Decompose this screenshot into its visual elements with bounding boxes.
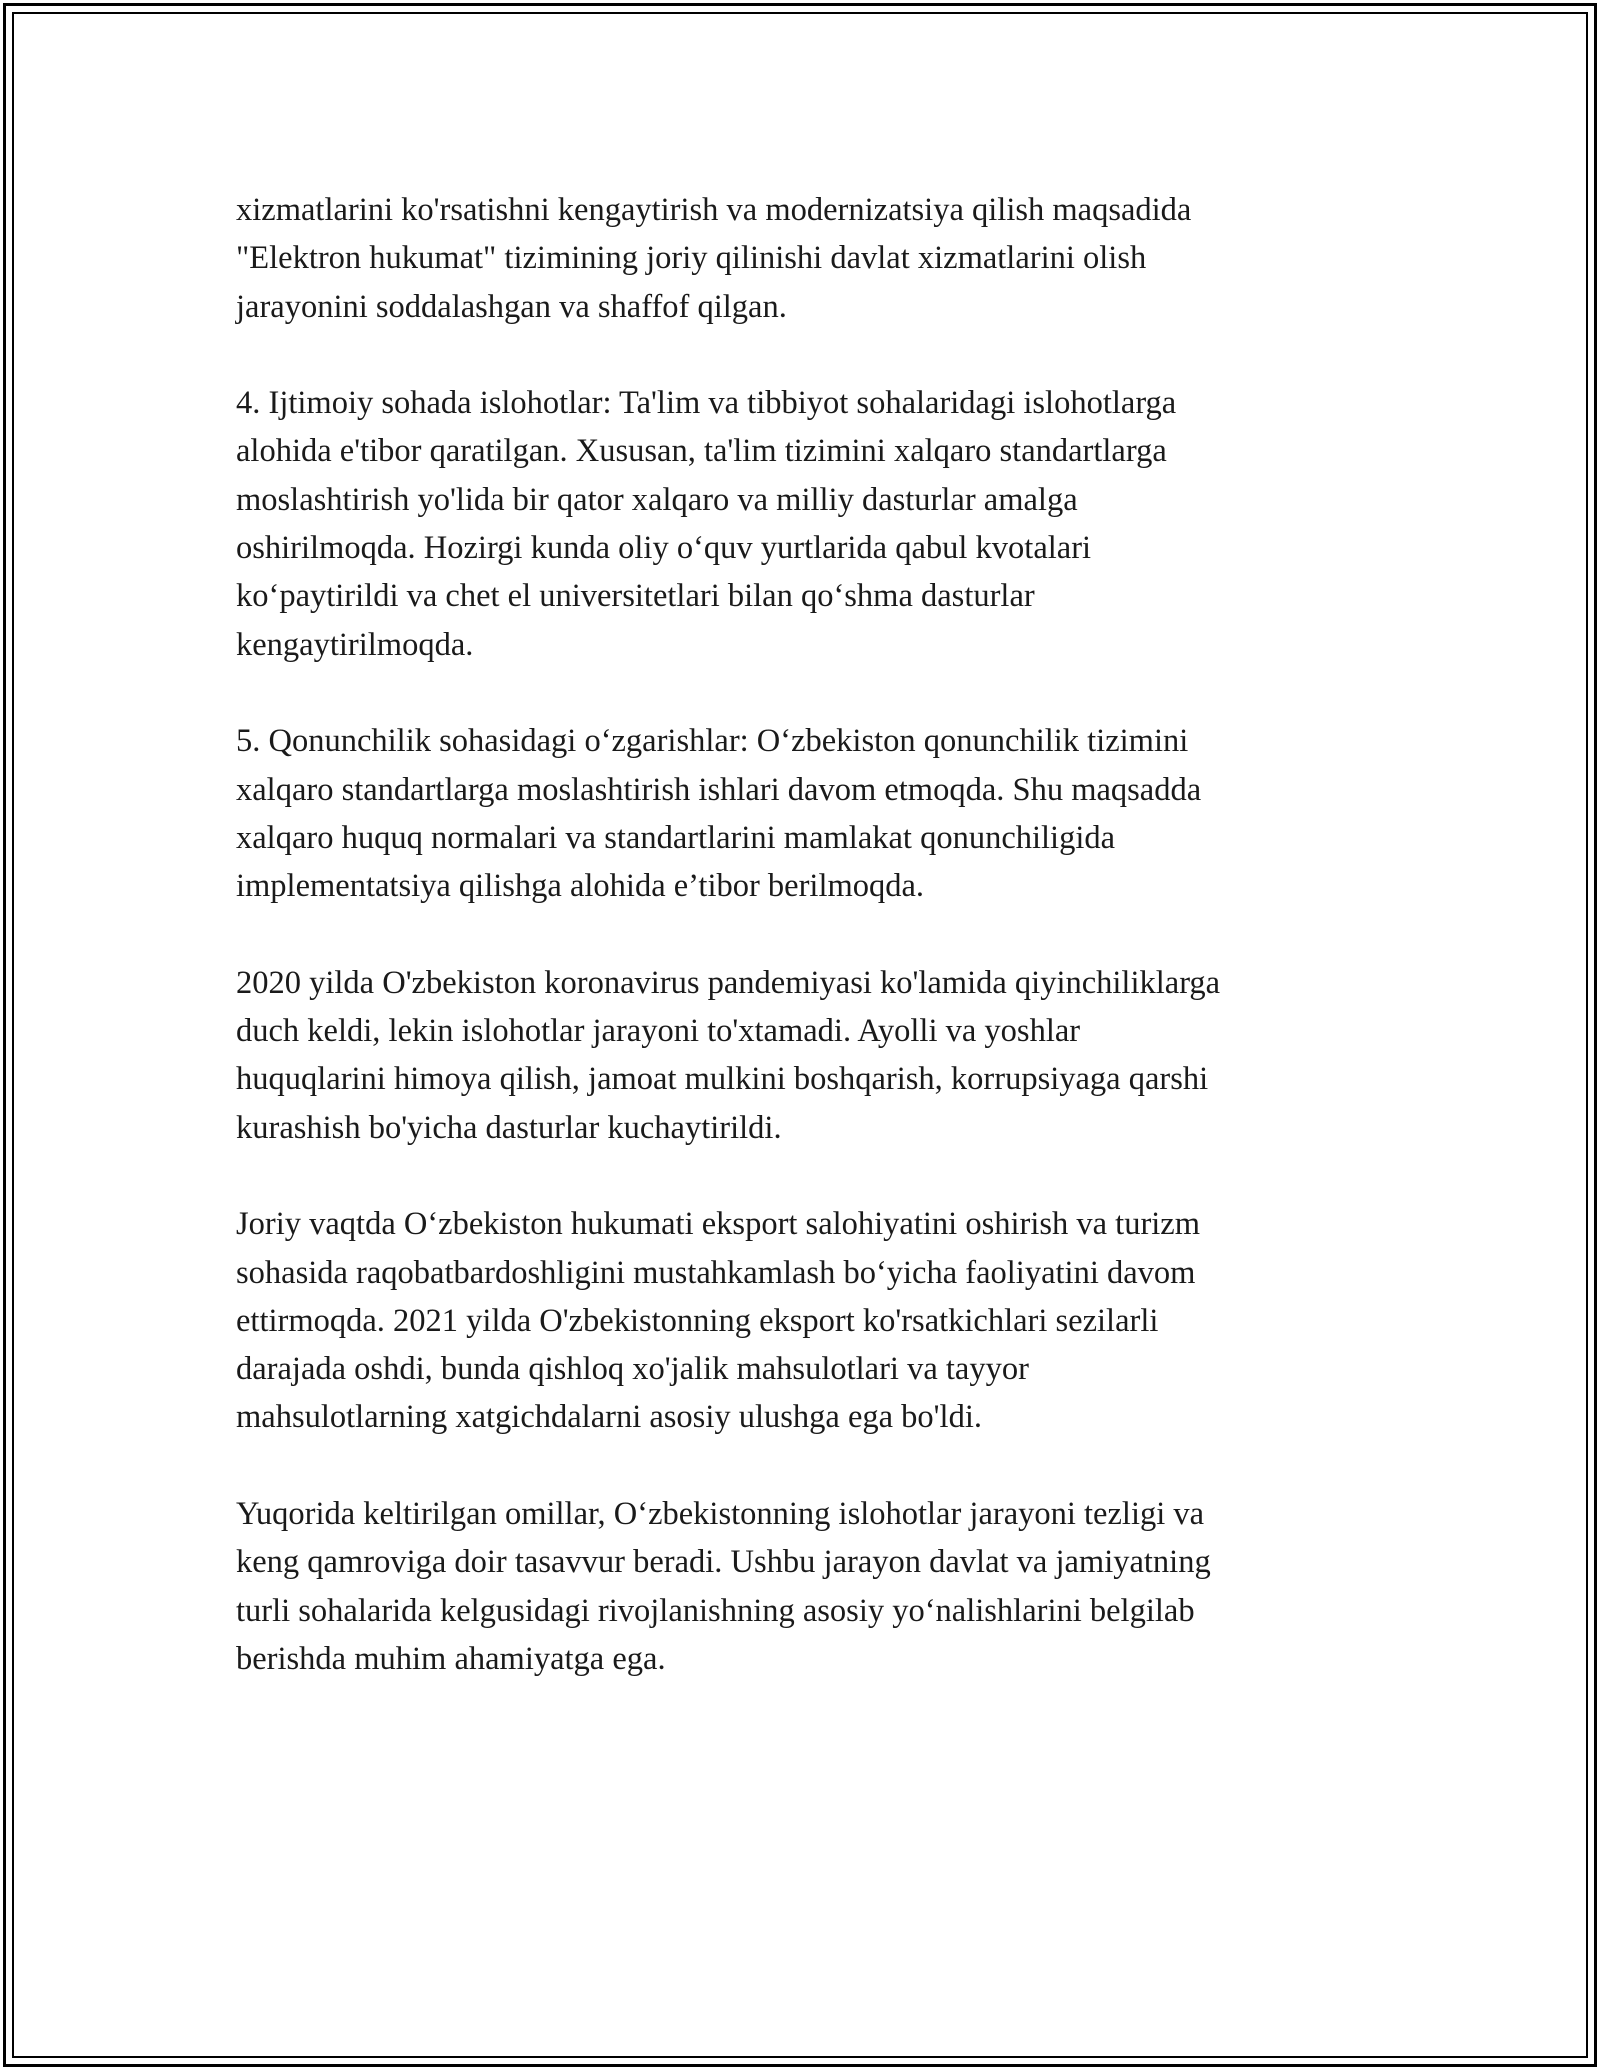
paragraph-e-government: xizmatlarini ko'rsatishni kengaytirish va modernizatsiya qilish maqsadida "Elektron hukumat" tizimining joriy qilinishi davlat xizmatlarini olish jarayonini soddalashgan va shaffof qilgan. <box>236 192 1192 325</box>
paragraph-pandemic-2020: 2020 yilda O'zbekiston koronavirus pandemiyasi ko'lamida qiyinchiliklarga duch keldi, lekin islohotlar jarayoni to'xtamadi. Ayolli va yoshlar huquqlarini himoya qilish, jamoat mulkini boshqarish, korrupsiyaga qarshi kurashish bo'yicha dasturlar kuchaytirildi. <box>236 964 1221 1146</box>
document-body <box>236 186 1396 1732</box>
paragraph-export-tourism: Joriy vaqtda O‘zbekiston hukumati eksport salohiyatini oshirish va turizm sohasida raqobatbardoshligini mustahkamlash bo‘yicha faoliyatini davom ettirmoqda. 2021 yilda O'zbekistonning eksport ko'rsatkichlari sezilarli darajada oshdi, bunda qishloq xo'jalik mahsulotlari va tayyor mahsulotlarning xatgichdalarni asosiy ulushga ega bo'ldi. <box>236 1206 1201 1436</box>
paragraph-conclusion: Yuqorida keltirilgan omillar, O‘zbekistonning islohotlar jarayoni tezligi va keng qamroviga doir tasavvur beradi. Ushbu jarayon davlat va jamiyatning turli sohalarida kelgusidagi rivojlanishning asosiy yo‘nalishlarini belgilab berishda muhim ahamiyatga ega. <box>236 1496 1211 1677</box>
paragraph-legislation-changes: 5. Qonunchilik sohasidagi o‘zgarishlar: O‘zbekiston qonunchilik tizimini xalqaro standartlarga moslashtirish ishlari davom etmoqda. Shu maqsadda xalqaro huquq normalari va standartlarini mamlakat qonunchiligida implementatsiya qilishga alohida e’tibor berilmoqda. <box>236 723 1202 905</box>
paragraph-social-reforms: 4. Ijtimoiy sohada islohotlar: Ta'lim va tibbiyot sohalaridagi islohotlarga alohida e'tibor qaratilgan. Xususan, ta'lim tizimini xalqaro standartlarga moslashtirish yo'lida bir qator xalqaro va milliy dasturlar amalga oshirilmoqda. Hozirgi kunda oliy o‘quv yurtlarida qabul kvotalari ko‘paytirildi va chet el universitetlari bilan qo‘shma dasturlar kengaytirilmoqda. <box>236 385 1177 663</box>
